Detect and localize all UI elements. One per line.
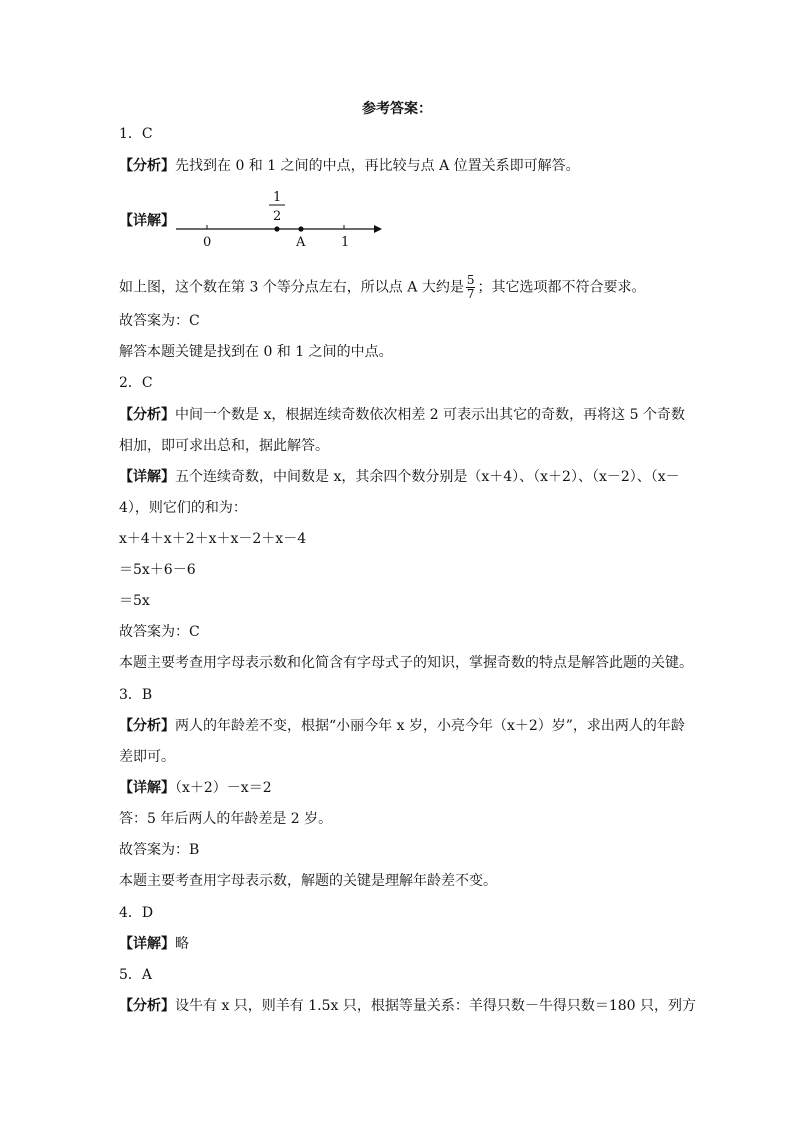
point-a-dot	[298, 226, 303, 231]
detail-tag: 【详解】	[119, 469, 175, 485]
q2-equation-2: ＝5x＋6－6	[119, 562, 196, 578]
q3-summary: 本题主要考查用字母表示数，解题的关键是理解年龄差不变。	[119, 873, 497, 889]
q3-analysis-line2: 差即可。	[119, 749, 175, 765]
detail-tag: 【详解】	[119, 213, 175, 229]
q3-reply: 答：5 年后两人的年龄差是 2 岁。	[119, 811, 333, 827]
q5-number: 5．A	[119, 967, 153, 983]
q3-answer: 故答案为：B	[119, 842, 200, 858]
q4-detail-text: 略	[175, 936, 189, 952]
q2-answer: 故答案为：C	[119, 624, 200, 640]
page-title: 参考答案：	[362, 101, 432, 117]
q1-detail-tag	[119, 211, 175, 231]
q2-analysis-line1	[119, 405, 685, 425]
q4-number: 4．D	[119, 905, 154, 921]
fraction-numerator: 5	[466, 273, 475, 287]
q1-summary: 解答本题关键是找到在 0 和 1 之间的中点。	[119, 344, 393, 360]
q1-answer: 故答案为：C	[119, 313, 200, 329]
q3-detail-text: （x＋2）－x＝2	[175, 780, 272, 796]
number-line-figure	[170, 190, 390, 252]
fraction-five-sevenths	[466, 274, 476, 301]
q2-detail-text-1: 五个连续奇数，中间数是 x，其余四个数分别是（x＋4）、（x＋2）、（x－2）、（x－	[175, 469, 680, 485]
detail-tag: 【详解】	[119, 936, 175, 952]
analysis-tag: 【分析】	[119, 998, 175, 1014]
q2-detail-line1	[119, 467, 680, 487]
q2-detail-line2: 4），则它们的和为：	[119, 500, 247, 516]
half-denominator: 2	[273, 209, 282, 224]
q2-analysis-text-1: 中间一个数是 x，根据连续奇数依次相差 2 可表示出其它的奇数，再将这 5 个奇数	[175, 407, 685, 423]
q3-number: 3．B	[119, 687, 153, 703]
label-zero: 0	[203, 235, 212, 250]
q2-equation-3: ＝5x	[119, 593, 150, 609]
q1-analysis-text: 先找到在 0 和 1 之间的中点，再比较与点 A 位置关系即可解答。	[175, 158, 580, 174]
q2-analysis-line2: 相加，即可求出总和，据此解答。	[119, 438, 329, 454]
q5-analysis	[119, 996, 696, 1016]
analysis-tag: 【分析】	[119, 158, 175, 174]
detail-tag: 【详解】	[119, 780, 175, 796]
q4-detail	[119, 934, 189, 954]
label-a: A	[296, 235, 306, 250]
q2-number: 2．C	[119, 375, 153, 391]
q1-analysis	[119, 156, 580, 176]
q1-number: 1．C	[119, 126, 153, 142]
q3-analysis-line1	[119, 716, 685, 736]
label-one: 1	[341, 235, 350, 250]
q3-detail	[119, 778, 272, 798]
q1-explanation	[119, 274, 645, 301]
q1-text-before: 如上图，这个数在第 3 个等分点左右，所以点 A 大约是	[119, 279, 464, 296]
midpoint-dot	[274, 226, 279, 231]
q1-text-after: ；其它选项都不符合要求。	[477, 279, 646, 296]
q3-analysis-text-1: 两人的年龄差不变，根据“小丽今年 x 岁，小亮今年（x＋2）岁”，求出两人的年龄	[175, 718, 685, 734]
q2-equation-1: x＋4＋x＋2＋x＋x－2＋x－4	[119, 531, 307, 547]
half-numerator: 1	[273, 190, 282, 205]
analysis-tag: 【分析】	[119, 718, 175, 734]
q5-analysis-text: 设牛有 x 只，则羊有 1.5x 只，根据等量关系：羊得只数－牛得只数＝180 只，列方	[175, 998, 697, 1014]
q2-summary: 本题主要考查用字母表示数和化简含有字母式子的知识，掌握奇数的特点是解答此题的关键。	[119, 655, 693, 671]
analysis-tag: 【分析】	[119, 407, 175, 423]
fraction-denominator: 7	[466, 287, 475, 301]
arrow-head-icon	[374, 225, 382, 233]
